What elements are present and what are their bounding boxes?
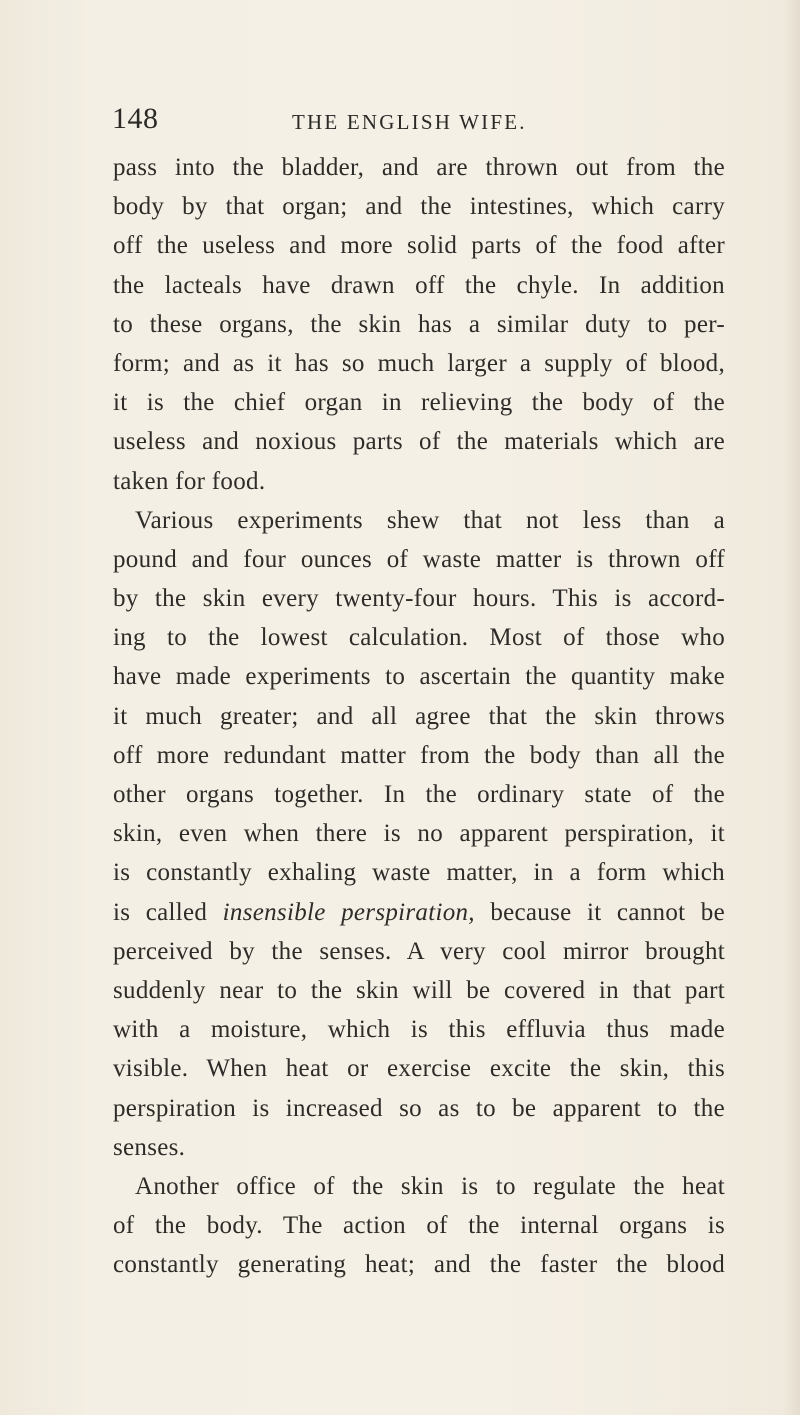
text-line: constantly generating heat; and the faster the blood: [113, 1251, 725, 1279]
text-line: it much greater; and all agree that the skin throws: [113, 702, 725, 730]
text-line-with-italic: [113, 893, 725, 932]
text-line: other organs together. In the ordinary state of the: [113, 781, 725, 808]
body-text: [113, 148, 725, 1284]
text-line: useless and noxious parts of the materials which are: [113, 428, 725, 456]
page-header: [112, 102, 732, 142]
text-line: by the skin every twenty-four hours. This is accord-: [113, 585, 725, 613]
text-line: perceived by the senses. A very cool mirror brought: [113, 937, 725, 965]
running-head: THE ENGLISH WIFE.: [292, 110, 527, 134]
text-line: with a moisture, which is this effluvia thus made: [113, 1016, 725, 1044]
text-segment: because it cannot be: [474, 898, 726, 926]
text-line: taken for food.: [113, 467, 266, 495]
text-segment: is called: [113, 898, 223, 926]
page-number: 148: [112, 102, 159, 135]
text-line: off more redundant matter from the body than all the: [113, 741, 725, 769]
text-line: have made experiments to ascertain the quantity make: [113, 663, 725, 691]
text-line: skin, even when there is no apparent perspiration, it: [113, 820, 725, 848]
text-line: ing to the lowest calculation. Most of those who: [113, 624, 725, 652]
text-line: pound and four ounces of waste matter is thrown off: [113, 545, 725, 573]
italic-term: insensible perspiration,: [222, 898, 475, 926]
text-line: it is the chief organ in relieving the body of the: [113, 389, 725, 417]
text-line: the lacteals have drawn off the chyle. In addition: [113, 271, 725, 299]
text-line: to these organs, the skin has a similar duty to per-: [113, 310, 725, 338]
text-line: Another office of the skin is to regulate the heat: [135, 1172, 725, 1200]
page-edge-shadow: [782, 0, 800, 1415]
text-line: visible. When heat or exercise excite the skin, this: [113, 1055, 725, 1083]
text-line: is constantly exhaling waste matter, in a form which: [113, 859, 725, 887]
text-line: body by that organ; and the intestines, which carry: [113, 193, 725, 221]
text-line: off the useless and more solid parts of the food after: [113, 232, 725, 260]
text-line: suddenly near to the skin will be covered in that part: [113, 976, 725, 1004]
text-line: of the body. The action of the internal organs is: [113, 1212, 725, 1240]
text-line: form; and as it has so much larger a supply of blood,: [113, 349, 725, 377]
text-line: senses.: [113, 1133, 186, 1161]
text-line: perspiration is increased so as to be apparent to the: [113, 1094, 725, 1122]
text-line: pass into the bladder, and are thrown out from the: [113, 154, 725, 181]
text-line: Various experiments shew that not less than a: [135, 506, 725, 534]
